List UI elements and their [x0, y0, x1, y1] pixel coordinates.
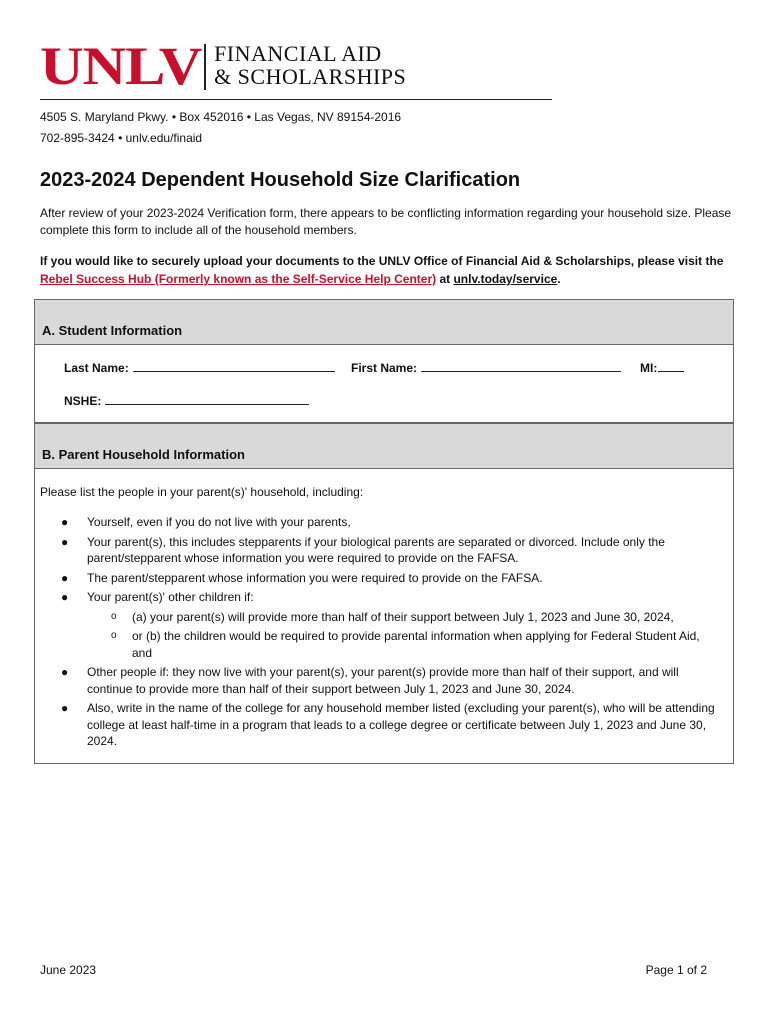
- section-a-body: [34, 345, 734, 423]
- list-item: [40, 589, 720, 661]
- list-item-text: Your parent(s), this includes stepparents if your biological parents are separated or divorced. Include only the parent/stepparent whose information you were required to provide on the FAFSA.: [87, 534, 665, 565]
- last-name-field[interactable]: [64, 361, 335, 375]
- section-b-heading: B. Parent Household Information: [34, 423, 734, 469]
- bullet-icon: ●: [61, 515, 69, 529]
- last-name-line[interactable]: [133, 370, 335, 372]
- list-item-text: Your parent(s)' other children if:: [87, 590, 254, 604]
- section-a-heading: A. Student Information: [34, 299, 734, 345]
- upload-instructions: [40, 252, 740, 288]
- sub-list-item: [87, 628, 720, 661]
- bullet-icon: ●: [61, 665, 69, 679]
- logo-department: [214, 42, 406, 88]
- list-item-text: Also, write in the name of the college for any household member listed (excluding your parent(s), who will be attending college at least half-time in a program that leads to a college degree or certificate between July 1, 2023 and June 30, 2024.: [87, 701, 715, 748]
- intro-paragraph: After review of your 2023-2024 Verification form, there appears to be conflicting information regarding your household size. Please complete this form to include all of the household members.: [40, 206, 732, 237]
- office-contact: 702-895-3424 • unlv.edu/finaid: [40, 131, 203, 145]
- circle-bullet-icon: o: [111, 630, 117, 641]
- household-lead-text: Please list the people in your parent(s)' household, including:: [40, 485, 364, 499]
- logo-line-2: & SCHOLARSHIPS: [214, 64, 407, 89]
- list-item-text: The parent/stepparent whose information you were required to provide on the FAFSA.: [87, 570, 543, 585]
- logo-wordmark: UNLV: [40, 36, 202, 96]
- first-name-label: First Name:: [351, 361, 418, 375]
- logo-line-1: FINANCIAL AID: [214, 41, 382, 66]
- header-divider: [40, 99, 552, 100]
- first-name-field[interactable]: [351, 361, 621, 375]
- nshe-line[interactable]: [105, 403, 309, 405]
- mi-field[interactable]: [640, 361, 684, 375]
- mi-label: MI:: [640, 361, 658, 375]
- list-item: [40, 570, 720, 587]
- list-item: [40, 664, 720, 697]
- sub-list-item-text: or (b) the children would be required to provide parental information when applying for Federal Student Aid, and: [132, 629, 700, 660]
- list-item: [40, 534, 720, 567]
- sub-list-item: [87, 609, 720, 626]
- circle-bullet-icon: o: [111, 610, 117, 622]
- unlv-financial-aid-logo: [40, 36, 407, 96]
- unlv-service-link[interactable]: unlv.today/service: [453, 272, 558, 286]
- page-number: Page 1 of 2: [645, 963, 707, 977]
- logo-divider: [204, 44, 206, 90]
- list-item-text: Other people if: they now live with your parent(s), your parent(s) provide more than half of their support, and will continue to provide more than half of their support between July 1, 2023 and June 30, 2024.: [87, 665, 679, 696]
- list-item: [40, 514, 720, 531]
- list-item: [40, 700, 720, 750]
- document-title: 2023-2024 Dependent Household Size Clarification: [40, 169, 521, 191]
- upload-text-1: If you would like to securely upload your documents to the UNLV Office of Financial Aid & Scholarships, please visit the: [40, 254, 724, 268]
- upload-text-3: .: [557, 272, 561, 286]
- bullet-icon: ●: [61, 570, 69, 585]
- household-list: [40, 514, 720, 753]
- nshe-label: NSHE:: [64, 394, 102, 408]
- first-name-line[interactable]: [421, 370, 621, 372]
- bullet-icon: ●: [61, 534, 69, 549]
- sub-list-item-text: (a) your parent(s) will provide more than half of their support between July 1, 2023 and June 30, 2024,: [132, 609, 674, 624]
- nshe-field[interactable]: [64, 394, 309, 408]
- footer-date: June 2023: [40, 963, 97, 977]
- rebel-success-hub-link[interactable]: Rebel Success Hub (Formerly known as the Self-Service Help Center): [40, 272, 437, 286]
- office-address: 4505 S. Maryland Pkwy. • Box 452016 • Las Vegas, NV 89154-2016: [40, 110, 402, 124]
- upload-text-2: at: [436, 272, 454, 286]
- bullet-icon: ●: [61, 590, 69, 604]
- bullet-icon: ●: [61, 701, 69, 715]
- last-name-label: Last Name:: [64, 361, 129, 375]
- list-item-text: Yourself, even if you do not live with your parents,: [87, 515, 351, 529]
- sub-list: [87, 609, 720, 662]
- mi-line[interactable]: [658, 370, 684, 372]
